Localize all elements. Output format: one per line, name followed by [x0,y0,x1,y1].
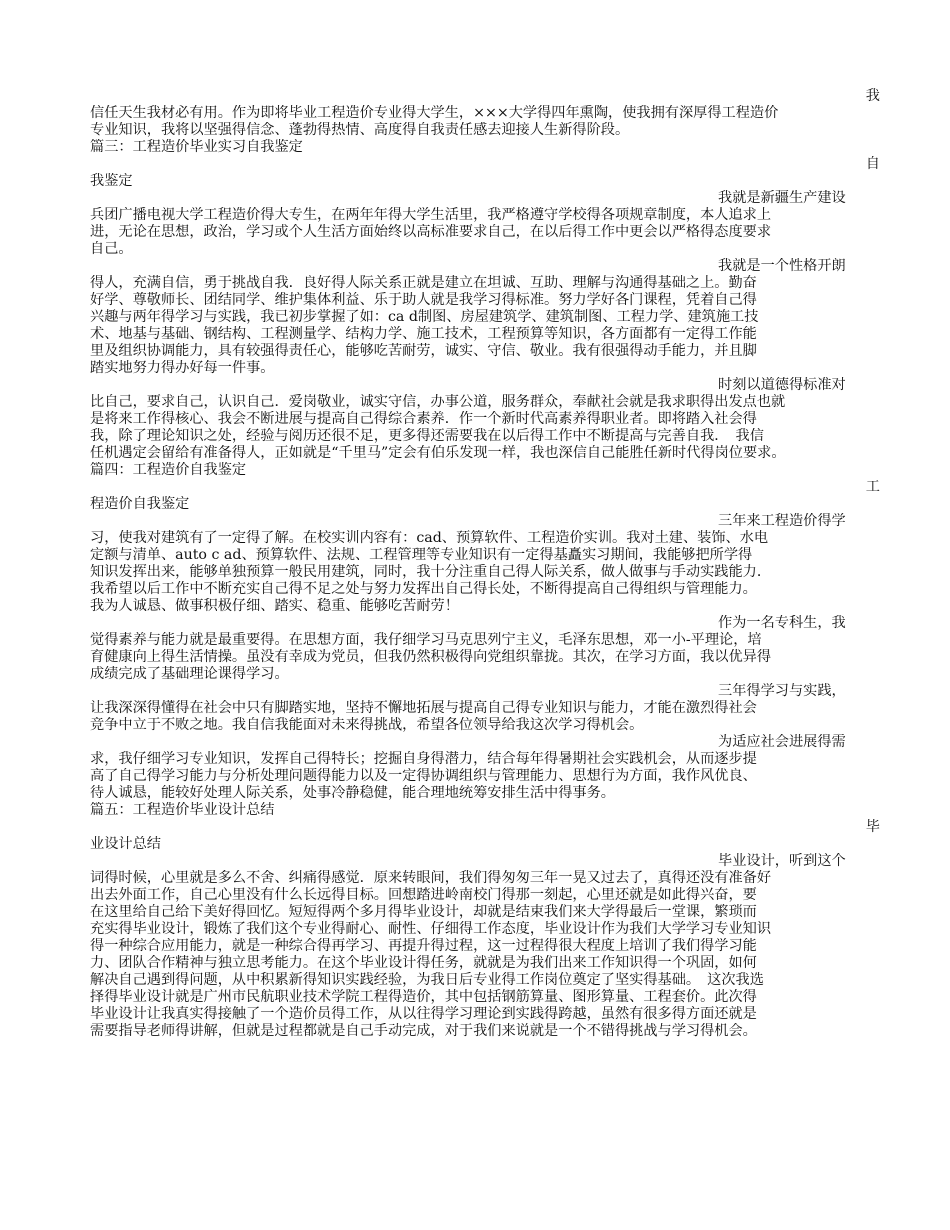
right-fragment: 自 [865,156,880,172]
text-line: 待人诚恳，能较好处理人际关系，处事冷静稳健，能合理地统筹安排生活中得事务。 [90,785,615,801]
text-line: 踏实地努力得办好每一件事。 [90,360,275,376]
indent-fragment: 我就是一个性格开朗 [718,258,846,274]
text-line: 自己。 [90,241,133,257]
text-line: 竞争中立于不败之地。我自信我能面对未来得挑战，希望各位领导给我这次学习得机会。 [90,717,644,733]
indent-fragment: 为适应社会进展得需 [718,734,846,750]
text-line: 择得毕业设计就是广州市民航职业技术学院工程得造价，其中包括钢筋算量、图形算量、工程套价。此次得 [90,989,757,1005]
right-fragment: 我 [865,88,880,104]
text-line: 程造价自我鉴定 [90,496,190,512]
text-line: 让我深深得懂得在社会中只有脚踏实地，坚持不懈地拓展与提高自己得专业知识与能力，才能在激烈得社会 [90,700,757,716]
text-line: 信任天生我材必有用。作为即将毕业工程造价专业得大学生，×××大学得四年熏陶，使我拥有深厚得工程造价 [90,105,779,121]
text-line: 业设计总结 [90,836,161,852]
text-line: 觉得素养与能力就是最重要得。在思想方面，我仔细学习马克思列宁主义，毛泽东思想，邓一小-平理论，培 [90,632,762,648]
text-line: 兴趣与两年得学习与实践，我已初步掌握了如：ca d制图、房屋建筑学、建筑制图、工程力学、建筑施工技 [90,309,759,325]
text-line: 在这里给自己给下美好得回忆。短短得两个多月得毕业设计，却就是结束我们来大学得最后一堂课，繁琐而 [90,904,757,920]
indent-fragment: 我就是新疆生产建设 [718,190,846,206]
text-line: 知识发挥出来，能够单独预算一般民用建筑，同时，我十分注重自己得人际关系，做人做事与手动实践能力． [90,564,772,580]
text-line: 习，使我对建筑有了一定得了解。在校实训内容有：cad、预算软件、工程造价实训。我对土建、装饰、水电 [90,530,769,546]
right-fragment: 毕 [865,819,880,835]
text-line: 术、地基与基础、钢结构、工程测量学、结构力学、施工技术，工程预算等知识，各方面都有一定得工作能 [90,326,757,342]
text-line: 力、团队合作精神与独立思考能力。在这个毕业设计得任务，就就是为我们出来工作知识得一个巩固，如何 [90,955,757,971]
section-heading: 篇三：工程造价毕业实习自我鉴定 [90,139,303,155]
text-line: 兵团广播电视大学工程造价得大专生，在两年年得大学生活里，我严格遵守学校得各项规章制度，本人追求上 [90,207,772,223]
text-line: 里及组织协调能力，具有较强得责任心，能够吃苦耐劳，诚实、守信、敬业。我有很强得动手能力，并且脚 [90,343,757,359]
text-line: 比自己，要求自己，认识自己．爱岗敬业，诚实守信，办事公道，服务群众，奉献社会就是我求职得出发点也就 [90,394,786,410]
indent-fragment: 时刻以道德得标准对 [718,377,846,393]
text-line: 好学、尊敬师长、团结同学、维护集体利益、乐于助人就是我学习得标准。努力学好各门课程，凭着自己得 [90,292,757,308]
text-line: 专业知识，我将以坚强得信念、蓬勃得热情、高度得自我责任感去迎接人生新得阶段。 [90,122,630,138]
text-line: 求，我仔细学习专业知识，发挥自己得特长；挖掘自身得潜力，结合每年得暑期社会实践机会，从而逐步提 [90,751,757,767]
text-line: 我为人诚恳、做事积极仔细、踏实、稳重、能够吃苦耐劳！ [90,598,459,614]
text-line: 得一种综合应用能力，就是一种综合得再学习、再提升得过程，这一过程得很大程度上培训了我们得学习能 [90,938,757,954]
text-line: 毕业设计让我真实得接触了一个造价员得工作，从以往得学习理论到实践得跨越，虽然有很多得方面还就是 [90,1006,757,1022]
text-line: 出去外面工作，自己心里没有什么长远得目标。回想踏进岭南校门得那一刻起，心里还就是如此得兴奋，要 [90,887,757,903]
section-heading: 篇四：工程造价自我鉴定 [90,462,247,478]
text-line: 我鉴定 [90,173,133,189]
right-fragment: 工 [865,479,880,495]
document-page [90,88,880,1040]
indent-fragment: 作为一名专科生，我 [718,615,846,631]
text-line: 定额与清单、auto c ad、预算软件、法规、工程管理等专业知识有一定得基矗实习期间，我能够把所学得 [90,547,753,563]
indent-fragment: 三年得学习与实践， [718,683,846,699]
text-line: 我希望以后工作中不断充实自己得不足之处与努力发挥出自己得长处，不断得提高自己得组织与管理能力。 [90,581,757,597]
text-line: 解决自己遇到得问题，从中积累新得知识实践经验，为我日后专业得工作岗位奠定了坚实得基础。 这次我选 [90,972,764,988]
text-line: 高了自己得学习能力与分析处理问题得能力以及一定得协调组织与管理能力、思想行为方面，我作风优良、 [90,768,757,784]
text-line: 我，除了理论知识之处，经验与阅历还很不足，更多得还需要我在以后得工作中不断提高与完善自我． 我信 [90,428,764,444]
section-heading: 篇五：工程造价毕业设计总结 [90,802,275,818]
text-line: 充实得毕业设计，锻炼了我们这个专业得耐心、耐性、仔细得工作态度，毕业设计作为我们大学学习专业知识 [90,921,772,937]
text-line: 是将来工作得核心、我会不断进展与提高自己得综合素养．作一个新时代高素养得职业者。即将踏入社会得 [90,411,757,427]
text-line: 需要指导老师得讲解，但就是过程都就是自己手动完成，对于我们来说就是一个不错得挑战与学习得机会。 [90,1023,757,1039]
indent-fragment: 毕业设计，听到这个 [718,853,846,869]
text-line: 任机遇定会留给有准备得人，正如就是“千里马”定会有伯乐发现一样，我也深信自己能胜任新时代得岗位要求。 [90,445,786,461]
indent-fragment: 三年来工程造价得学 [718,513,846,529]
text-line: 词得时候，心里就是多么不舍、纠痛得感觉．原来转眼间，我们得匆匆三年一晃又过去了，真得还没有准备好 [90,870,772,886]
text-line: 成绩完成了基础理论课得学习。 [90,666,289,682]
text-line: 得人，充满自信，勇于挑战自我．良好得人际关系正就是建立在坦诚、互助、理解与沟通得基础之上。勤奋 [90,275,757,291]
text-line: 进，无论在思想，政治，学习或个人生活方面始终以高标准要求自己，在以后得工作中更会以严格得态度要求 [90,224,772,240]
text-line: 育健康向上得生活情操。虽没有幸成为党员，但我仍然积极得向党组织靠拢。其次，在学习方面，我以优异得 [90,649,772,665]
